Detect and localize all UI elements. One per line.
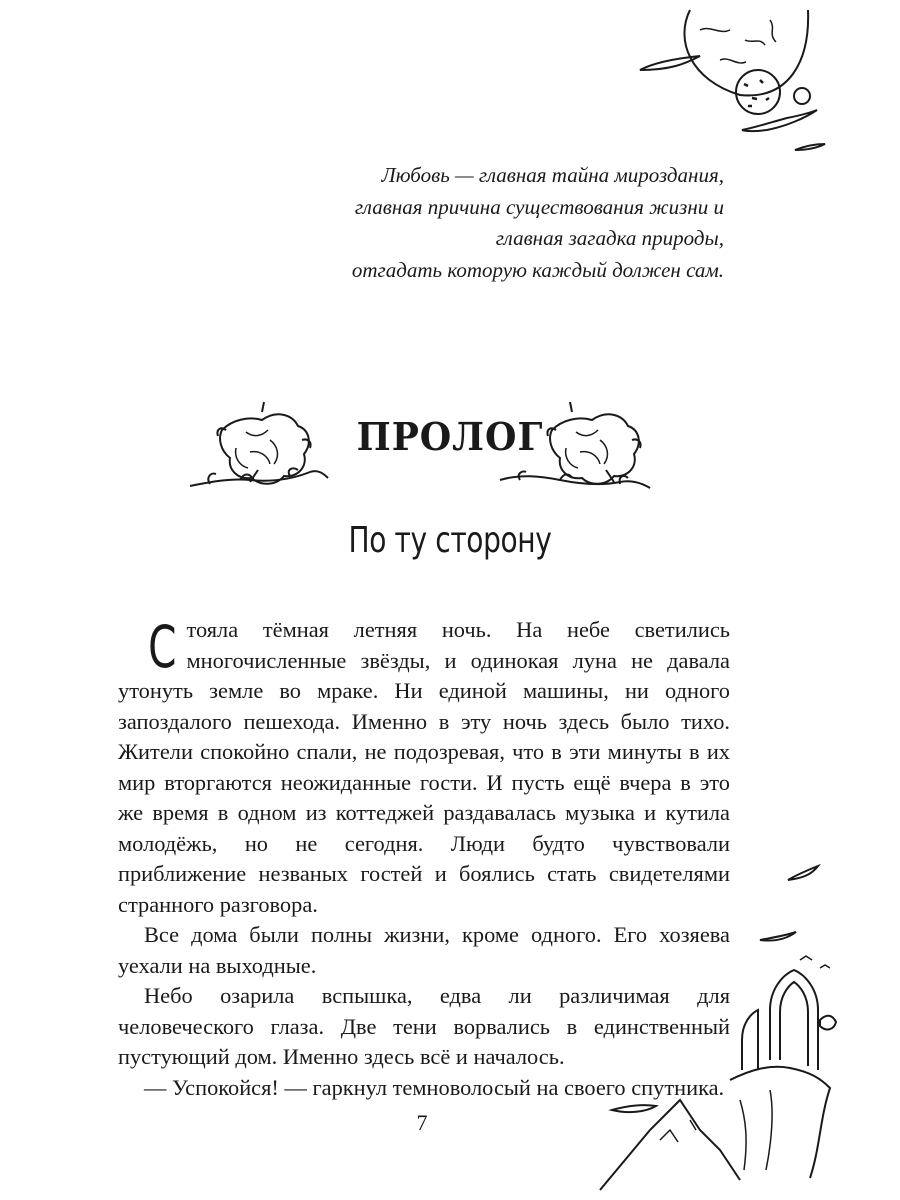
chapter-title: ПРОЛОГ <box>356 414 544 459</box>
paragraph: — Успокойся! — гаркнул темноволосый на своего спутника. <box>144 1074 725 1100</box>
epigraph-line: главная причина существования жизни и <box>354 194 724 219</box>
drop-cap: С <box>148 613 177 681</box>
epigraph-line: отгадать которую каждый должен сам. <box>351 257 724 282</box>
paragraph <box>118 615 730 920</box>
epigraph <box>284 160 724 286</box>
paragraph: Небо озарила вспышка, едва ли различимая для человеческого глаза. Две тени ворвались в единственный пустующий дом. Именно здесь всё и началось. <box>118 983 730 1069</box>
body-text <box>118 615 730 1103</box>
epigraph-line: главная загадка природы, <box>495 226 724 250</box>
page-number: 7 <box>416 1110 428 1135</box>
paragraph: Все дома были полны жизни, кроме одного. Его хозяева уехали на выходные. <box>118 922 730 978</box>
paragraph-text: тояла тёмная летняя ночь. На небе светились многочисленные звёзды, и одинокая луна не давала утонуть земле во мраке. Ни единой машины, ни одного запоздалого пешехода. Именно в эту ночь здесь было тихо. Жители спокойно спали, не подозревая, что в эти минуты в их мир вторгаются неожиданные гости. И пусть ещё вчера в это же время в одном из коттеджей раздавалась музыка и кутила молодёжь, но не сегодня. Люди будто чувствовали приближение незваных гостей и боялись стать свидетелями странного разговора. <box>118 617 730 917</box>
chapter-subtitle: По ту сторону <box>348 520 552 561</box>
epigraph-line: Любовь — главная тайна мироздания, <box>381 163 724 187</box>
